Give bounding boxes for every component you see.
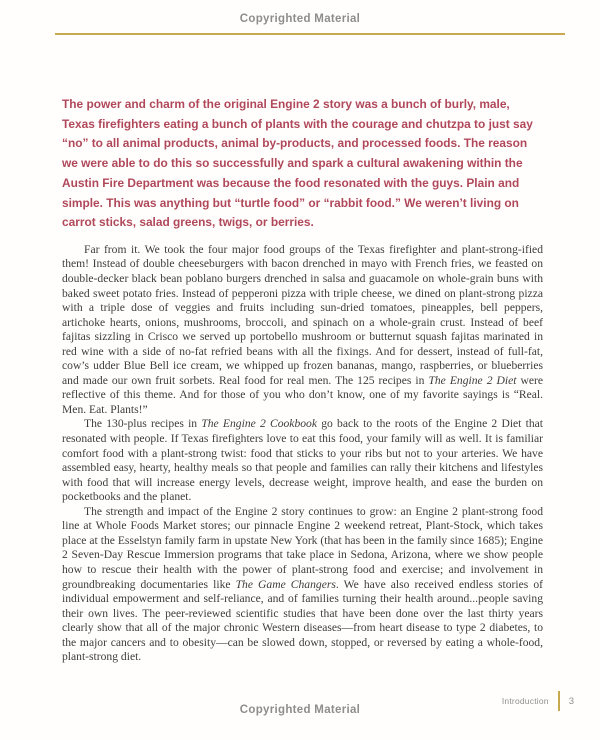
- copyright-banner-top: Copyrighted Material: [239, 13, 361, 25]
- paragraph: The 130-plus recipes in The Engine 2 Cookbook go back to the roots of the Engine 2 Diet that resonated with people. If Texas firefighters love to eat this food, your family will as well. It is familiar comfort food with a plant-strong twist: food that sticks to your ribs but not to your arteries. We have assembled easy, hearty, healthy meals so that people and families can rally their kitchens and lifestyles with food that will increase energy levels, decrease weight, improve health, and ease the burden on pocketbooks and the planet.: [62, 417, 544, 504]
- intro-paragraph: The power and charm of the original Engine 2 story was a bunch of burly, male, Texas firefighters eating a bunch of plants with the courage and chutzpa to just say “no” to all animal products, animal by-products, and processed foods. The reason we were able to do this so successfully and spark a cultural awakening within the Austin Fire Department was because the food resonated with the guys. Plain and simple. This was anything but “turtle food” or “rabbit food.” We weren’t living on carrot sticks, salad greens, twigs, or berries.: [62, 97, 533, 230]
- copyright-banner-bottom: Copyrighted Material: [239, 704, 361, 716]
- paragraph: The strength and impact of the Engine 2 story continues to grow: an Engine 2 plant-strong food line at Whole Foods Market stores; our pinnacle Engine 2 weekend retreat, Plant-Stock, which takes place at the Esselstyn family farm in upstate New York (that has been in the family since 1685); Engine 2 Seven-Day Rescue Immersion programs that take place in Sedona, Arizona, where we show people how to rescue their health with the power of plant-strong food and exercise; and involvement in groundbreaking documentaries like The Game Changers. We have also received endless stories of individual empowerment and self-reliance, and of families turning their health around...people saving their own lives. The peer-reviewed scientific studies that have been done over the last thirty years clearly show that all of the major chronic Western diseases—from heart disease to type 2 diabetes, to the major cancers and to obesity—can be slowed down, stopped, or reversed by eating a whole-food, plant-strong diet.: [62, 504, 544, 664]
- top-divider-rule: [55, 33, 565, 35]
- paragraph: Far from it. We took the four major food groups of the Texas firefighter and plant-strong-ified them! Instead of double cheeseburgers with bacon drenched in mayo with French fries, we feasted on double-decker black bean poblano burgers drenched in salsa and guacamole on whole-grain buns with baked sweet potato fries. Instead of pepperoni pizza with triple cheese, we dined on plant-strong pizza with a triple dose of veggies and fruits including sun-dried tomatoes, pineapples, bell peppers, artichoke hearts, onions, mushrooms, broccoli, and spinach on a whole-grain crust. Instead of beef fajitas sizzling in Crisco we served up portobello mushroom or butternut squash fajitas marinated in red wine with a side of no-fat refried beans with all the fixings. And for dessert, instead of full-fat, cow’s udder Blue Bell ice cream, we whipped up frozen bananas, mango, raspberries, or blueberries and made our own fruit sorbets. Real food for real men. The 125 recipes in The Engine 2 Diet were reflective of this theme. And for those of you who don’t know, one of my favorite sayings is “Real. Men. Eat. Plants!”: [62, 242, 544, 416]
- page-content: [62, 95, 543, 665]
- page-number: 3: [568, 695, 574, 707]
- body-text: [62, 243, 543, 665]
- section-label: Introduction: [501, 696, 549, 706]
